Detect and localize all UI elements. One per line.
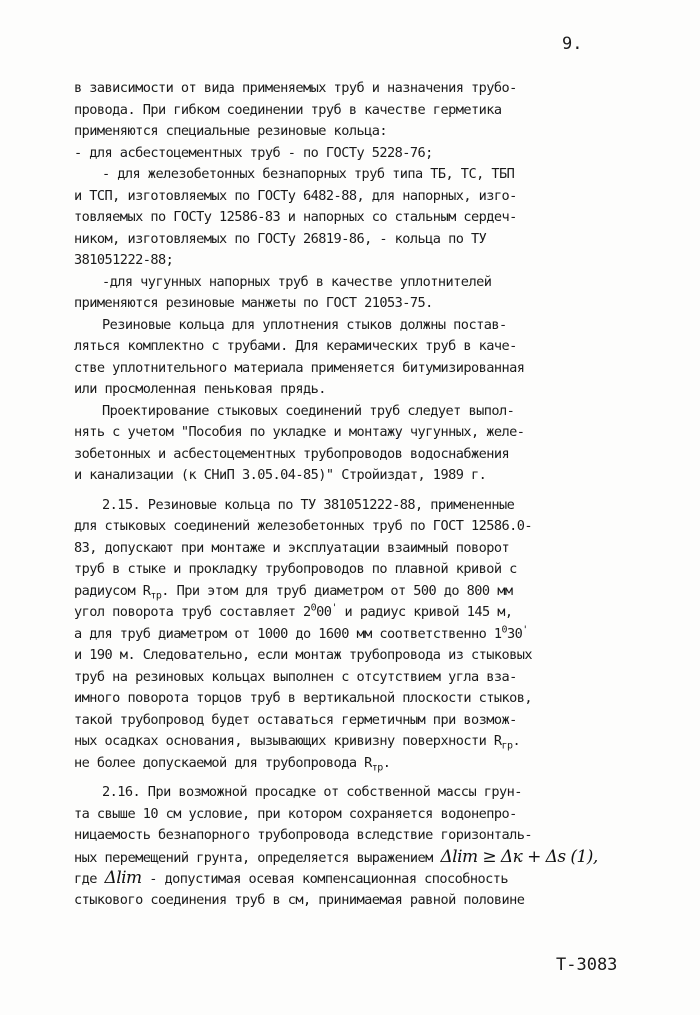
text-fragment: а для труб диаметром от 1000 до 1600 мм соответственно 1 bbox=[74, 625, 502, 642]
document-code: Т-3083 bbox=[556, 955, 618, 975]
text-line: для стыковых соединений железобетонных труб по ГОСТ 12586.0- bbox=[74, 518, 533, 534]
subscript: тр bbox=[371, 762, 383, 774]
text-line: стыкового соединения труб в см, принимаемая равной половине bbox=[74, 891, 525, 908]
handwritten-symbol: Δlim bbox=[104, 868, 142, 888]
text-line: Проектирование стыковых соединений труб следует выпол- bbox=[102, 402, 515, 419]
text-fragment: ных осадках основания, вызывающих кривизну поверхности R bbox=[74, 733, 502, 749]
superscript: ' bbox=[331, 602, 337, 614]
text-line: - для железобетонных безнапорных труб типа ТБ, ТС, ТБП bbox=[102, 166, 515, 182]
text-line bbox=[74, 624, 612, 646]
text-line bbox=[74, 731, 612, 753]
text-line: зобетонных и асбестоцементных трубопроводов водоснабжения bbox=[74, 445, 510, 462]
text-line: труб в стыке и прокладку трубопроводов по плавной кривой с bbox=[74, 561, 517, 577]
text-fragment: . При этом для труб диаметром от 500 до 800 мм bbox=[161, 582, 513, 599]
text-line: 2.15. Резиновые кольца по ТУ 381051222-88, примененные bbox=[102, 496, 515, 513]
text-line bbox=[74, 581, 612, 603]
text-fragment: радиусом R bbox=[74, 582, 151, 599]
text-line bbox=[74, 868, 612, 890]
text-fragment: угол поворота труб составляет 2 bbox=[74, 604, 311, 620]
text-line: провода. При гибком соединении труб в качестве герметика bbox=[74, 101, 502, 118]
text-line: и 190 м. Следовательно, если монтаж трубопровода из стыковых bbox=[74, 647, 533, 663]
text-line: применяются резиновые манжеты по ГОСТ 21053-75. bbox=[74, 295, 433, 311]
text-line: 381051222-88; bbox=[74, 252, 174, 268]
page-number: 9. bbox=[562, 34, 583, 54]
text-line: имного поворота торцов труб в вертикальной плоскости стыков, bbox=[74, 690, 533, 706]
text-fragment: . bbox=[382, 754, 391, 771]
superscript: ' bbox=[522, 623, 528, 635]
text-line: ницаемость безнапорного трубопровода вследствие горизонталь- bbox=[74, 827, 533, 843]
text-line: - для асбестоцементных труб - по ГОСТу 5228-76; bbox=[74, 144, 433, 161]
text-line: стве уплотнительного материала применяется битумизированная bbox=[74, 359, 525, 376]
text-line: в зависимости от вида применяемых труб и назначения трубо- bbox=[74, 80, 517, 96]
text-line: труб на резиновых кольцах выполнен с отсутствием угла вза- bbox=[74, 668, 517, 685]
text-line: применяются специальные резиновые кольца: bbox=[74, 123, 387, 139]
text-line: и ТСП, изготовляемых по ГОСТу 6482-88, для напорных, изго- bbox=[74, 187, 517, 204]
text-line: ником, изготовляемых по ГОСТу 26819-86, - кольца по ТУ bbox=[74, 230, 487, 247]
body-text bbox=[74, 78, 612, 911]
text-fragment: . bbox=[512, 733, 521, 749]
text-line: или просмоленная пеньковая прядь. bbox=[74, 381, 326, 397]
text-line: товляемых по ГОСТу 12586-83 и напорных со стальным сердеч- bbox=[74, 209, 517, 225]
text-fragment: где bbox=[74, 871, 105, 887]
text-fragment: не более допускаемой для трубопровода R bbox=[74, 754, 372, 771]
text-line bbox=[74, 847, 612, 869]
text-line bbox=[74, 602, 612, 624]
text-line: -для чугунных напорных труб в качестве уплотнителей bbox=[102, 273, 492, 290]
subscript: гр bbox=[501, 740, 513, 752]
text-line: 83, допускают при монтаже и эксплуатации взаимный поворот bbox=[74, 539, 510, 556]
text-line: такой трубопровод будет оставаться герметичным при возмож- bbox=[74, 711, 517, 728]
text-line: Резиновые кольца для уплотнения стыков должны постав- bbox=[102, 316, 507, 333]
text-fragment: ных перемещений грунта, определяется выражением bbox=[74, 849, 441, 866]
text-line: ляться комплектно с трубами. Для керамических труб в каче- bbox=[74, 338, 517, 354]
subscript: тр bbox=[150, 590, 162, 602]
text-line: 2.16. При возможной просадке от собственной массы грун- bbox=[102, 784, 522, 800]
text-fragment: - допустимая осевая компенсационная способность bbox=[141, 871, 509, 887]
text-fragment: 00 bbox=[316, 604, 332, 620]
text-line: и канализации (к СНиП 3.05.04-85)" Стройиздат, 1989 г. bbox=[74, 467, 487, 483]
superscript: 0 bbox=[501, 623, 507, 635]
text-line: та свыше 10 см условие, при котором сохраняется водонепро- bbox=[74, 805, 517, 822]
text-line: нять с учетом "Пособия по укладке и монтажу чугунных, желе- bbox=[74, 424, 525, 440]
text-fragment: и радиус кривой 145 м, bbox=[336, 604, 513, 620]
text-line bbox=[74, 753, 612, 775]
text-fragment: 30 bbox=[507, 625, 523, 642]
superscript: 0 bbox=[310, 602, 317, 614]
handwritten-formula: Δlim ≥ Δк + Δs (1), bbox=[440, 846, 598, 867]
